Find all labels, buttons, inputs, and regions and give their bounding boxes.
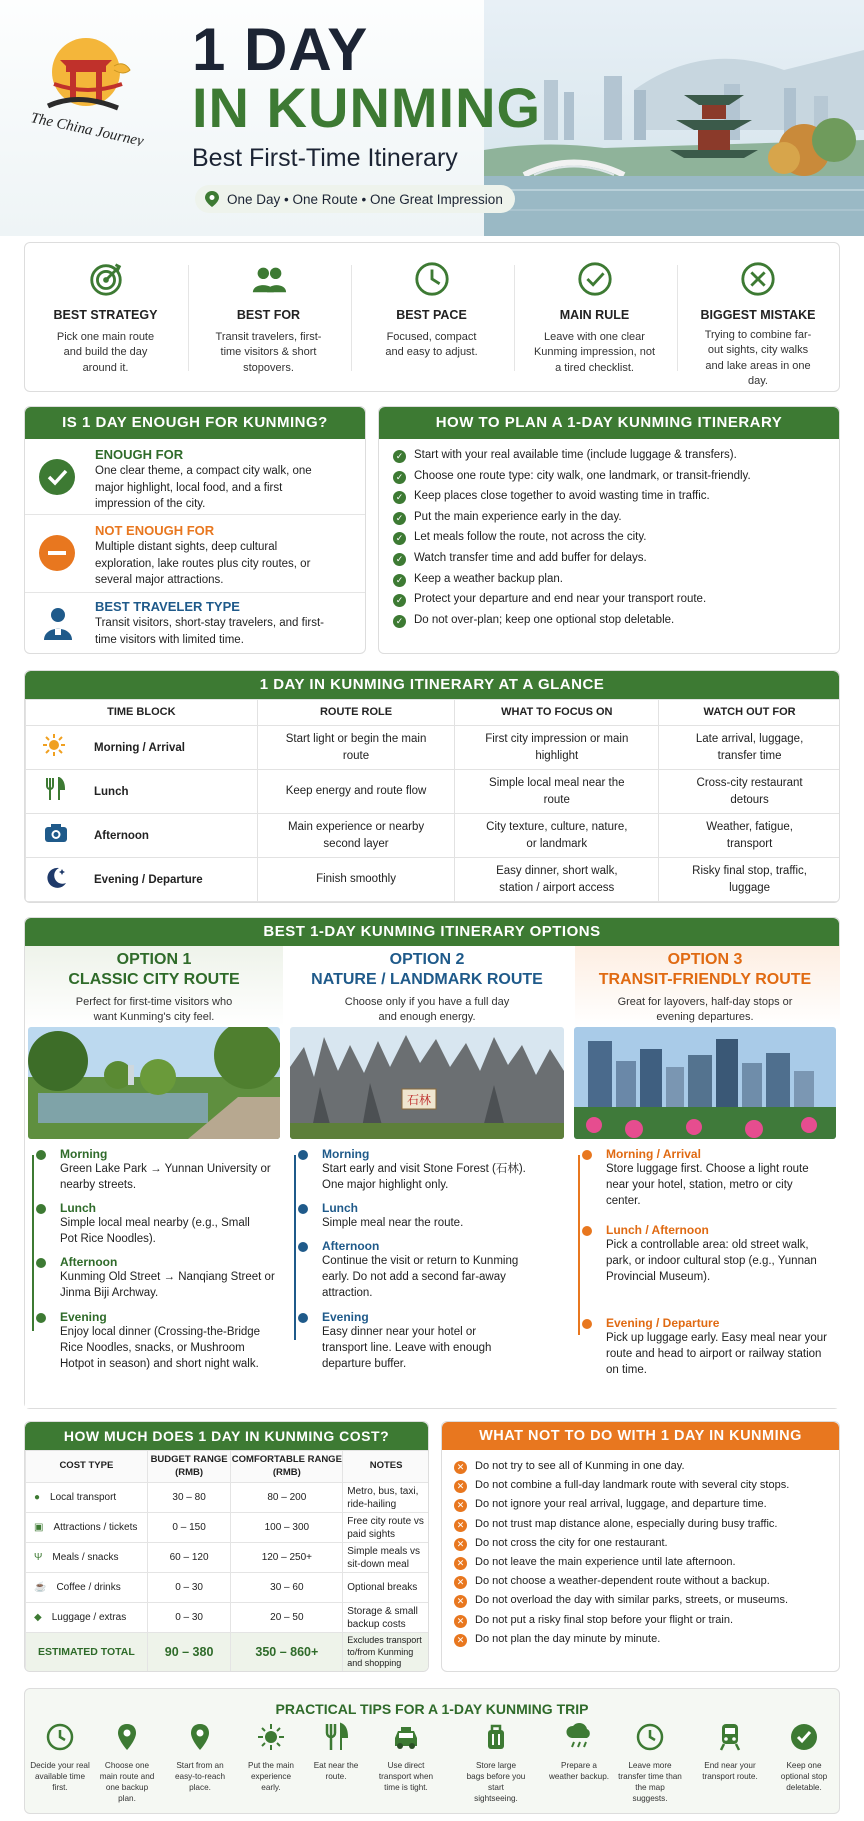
option-number: OPTION 3	[667, 951, 743, 968]
logo-text: The China Journey	[29, 110, 146, 146]
tip-item: End near your transport route.	[700, 1722, 760, 1782]
clock-icon	[45, 1722, 75, 1752]
table-row: ☕ Coffee / drinks 0 – 30 30 – 60 Optional breaks	[26, 1573, 430, 1603]
x-icon: ✕	[454, 1634, 467, 1647]
minus-circle-icon	[39, 535, 75, 571]
total-row: ESTIMATED TOTAL 90 – 380 350 – 860+ Excludes transport to/from Kunming and shopping	[26, 1633, 430, 1673]
plan-checklist	[393, 449, 829, 634]
col-header: COST TYPE	[26, 1451, 148, 1483]
plan-item: ✓ Do not over-plan; keep one optional stop deletable.	[393, 614, 829, 628]
check-icon: ✓	[393, 471, 406, 484]
option-desc: Choose only if you have a full day and enough energy.	[344, 996, 510, 1024]
cost-table	[25, 1450, 429, 1672]
hero-header	[0, 0, 864, 236]
section-title: BEST 1-DAY KUNMING ITINERARY OPTIONS	[25, 918, 839, 946]
strategy-best-for	[187, 242, 350, 392]
check-icon: ✓	[393, 574, 406, 587]
table-row: Ψ Meals / snacks 60 – 120 120 – 250+ Simple meals vs sit-down meal	[26, 1543, 430, 1573]
dont-item: ✕ Do not try to see all of Kunming in one day.	[454, 1460, 833, 1474]
option-name: NATURE / LANDMARK ROUTE	[311, 970, 543, 988]
section-title: PRACTICAL TIPS FOR A 1-DAY KUNMING TRIP	[275, 1701, 589, 1717]
x-icon: ✕	[454, 1557, 467, 1570]
col-header: WATCH OUT FOR	[659, 700, 840, 726]
transport-icon: ●	[34, 1492, 41, 1503]
logo-emblem-icon	[18, 26, 158, 146]
cost-card	[24, 1421, 429, 1672]
x-icon: ✕	[454, 1595, 467, 1608]
check-circle-icon	[789, 1722, 819, 1752]
check-icon: ✓	[393, 512, 406, 525]
enough-for-row	[25, 439, 365, 515]
what-not-to-do-card	[441, 1421, 840, 1672]
tip-item: Leave more transfer time than the map suggests.	[617, 1722, 683, 1804]
page-title-line2: IN KUNMING	[192, 76, 542, 139]
plan-item: ✓ Protect your departure and end near your transport route.	[393, 593, 829, 607]
option-timeline: Morning / Arrival Store luggage first. Choose a light route near your hotel, station, metro or city center. Lunch / Afternoon Pick a controllable area: old street walk, park, or indoor cultural stop (e.g., Yunnan Provincial Museum). Evening / Departure Pick up luggage early. Easy meal near your route and head to airport or railway station on time.	[580, 1147, 832, 1378]
people-icon	[250, 260, 288, 298]
strategy-text: Focused, compact and easy to adjust.	[385, 331, 478, 359]
plan-item: ✓ Watch transfer time and add buffer for delays.	[393, 552, 829, 566]
target-icon	[87, 260, 125, 298]
traveler-text: Transit visitors, short-stay travelers, and first-time visitors with limited time.	[95, 617, 324, 646]
x-circle-icon	[739, 260, 777, 298]
glance-table	[25, 699, 840, 902]
option-timeline: Morning Green Lake Park → Yunnan University or nearby streets. Lunch Simple local meal nearby (e.g., Small Pot Rice Noodles). Afternoon Kunming Old Street → Nanqiang Street or Jinma Biji Archway. Evening Enjoy local dinner (Crossing-the-Bridge Rice Noodles, snacks, or Mushroom Hotpot in season) and short night walk.	[34, 1147, 276, 1372]
check-icon: ✓	[393, 615, 406, 628]
not-enough-for-row	[25, 515, 365, 593]
option-desc: Great for layovers, half-day stops or evening departures.	[617, 996, 793, 1024]
brand-logo[interactable]	[18, 26, 158, 146]
dont-item: ✕ Do not ignore your real arrival, luggage, and departure time.	[454, 1498, 833, 1512]
table-row: Lunch Keep energy and route flow Simple local meal near the route Cross-city restaurant detours	[26, 770, 841, 814]
strategy-text: Leave with one clear Kunming impression, not a tired checklist.	[533, 331, 656, 374]
tip-item: Use direct transport when time is tight.	[372, 1722, 440, 1793]
how-to-plan-card	[378, 406, 840, 654]
section-title: HOW TO PLAN A 1-DAY KUNMING ITINERARY	[379, 407, 839, 439]
x-icon: ✕	[454, 1461, 467, 1474]
tagline-pill	[195, 185, 515, 213]
strategy-text: Trying to combine far-out sights, city walks and lake areas in one day.	[704, 329, 812, 388]
enough-text: One clear theme, a compact city walk, one major highlight, local food, and a first impression of the city.	[95, 465, 312, 511]
tip-item: Start from an easy-to-reach place.	[170, 1722, 230, 1793]
moon-icon	[44, 865, 68, 894]
col-header: COMFORTABLE RANGE (RMB)	[231, 1451, 343, 1483]
plan-item: ✓ Choose one route type: city walk, one landmark, or transit-friendly.	[393, 470, 829, 484]
col-header: TIME BLOCK	[26, 700, 258, 726]
itinerary-glance-card	[24, 670, 840, 903]
option-1-classic-city	[26, 945, 282, 1405]
col-header: NOTES	[343, 1451, 429, 1483]
strategy-title: BEST PACE	[396, 308, 467, 322]
location-pin-icon	[205, 191, 219, 207]
strategy-best-strategy	[24, 242, 187, 392]
table-row: Evening / Departure Finish smoothly Easy dinner, short walk, station / airport access Risky final stop, traffic, luggage	[26, 858, 841, 902]
check-icon: ✓	[393, 450, 406, 463]
tagline-text: One Day • One Route • One Great Impression	[227, 191, 503, 207]
x-icon: ✕	[454, 1499, 467, 1512]
not-enough-label: NOT ENOUGH FOR	[95, 523, 215, 538]
clock-icon	[413, 260, 451, 298]
option-timeline: Morning Start early and visit Stone Forest (石林). One major highlight only. Lunch Simple meal near the route. Afternoon Continue the visit or return to Kunming early. Do not add a second far-away attraction. Evening Easy dinner near your hotel or transport line. Leave with enough departure buffer.	[296, 1147, 560, 1372]
tip-item: Put the main experience early.	[241, 1722, 301, 1793]
stone-forest-sign: 石林	[406, 1093, 432, 1107]
tip-item: Store large bags before you start sightseeing.	[466, 1722, 526, 1804]
bag-icon: ◆	[34, 1612, 42, 1623]
table-row: Morning / Arrival Start light or begin the main route First city impression or main highlight Late arrival, luggage, transfer time	[26, 726, 841, 770]
strategy-biggest-mistake	[676, 242, 840, 392]
utensils-icon	[321, 1722, 351, 1752]
rain-icon	[564, 1722, 594, 1752]
strategy-title: MAIN RULE	[559, 308, 630, 322]
strategy-title: BEST FOR	[236, 308, 301, 322]
section-title: 1 DAY IN KUNMING ITINERARY AT A GLANCE	[25, 671, 839, 699]
col-header: BUDGET RANGE (RMB)	[147, 1451, 231, 1483]
option-desc: Perfect for first-time visitors who want Kunming's city feel.	[75, 996, 233, 1024]
section-title: HOW MUCH DOES 1 DAY IN KUNMING COST?	[25, 1422, 428, 1450]
dont-item: ✕ Do not put a risky final stop before your flight or train.	[454, 1614, 833, 1628]
plan-item: ✓ Keep a weather backup plan.	[393, 573, 829, 587]
check-icon: ✓	[393, 532, 406, 545]
x-icon: ✕	[454, 1615, 467, 1628]
plan-item: ✓ Start with your real available time (include luggage & transfers).	[393, 449, 829, 463]
plan-item: ✓ Keep places close together to avoid wasting time in traffic.	[393, 490, 829, 504]
enough-label: ENOUGH FOR	[95, 447, 184, 462]
luggage-icon	[481, 1722, 511, 1752]
strategy-title: BIGGEST MISTAKE	[700, 308, 816, 322]
ticket-icon: ▣	[34, 1522, 44, 1533]
city-skyline-image	[574, 1027, 836, 1139]
x-icon: ✕	[454, 1519, 467, 1532]
x-icon: ✕	[454, 1576, 467, 1589]
traveler-label: BEST TRAVELER TYPE	[95, 599, 240, 614]
dont-item: ✕ Do not combine a full-day landmark route with several city stops.	[454, 1479, 833, 1493]
table-row: ◆ Luggage / extras 0 – 30 20 – 50 Storage & small backup costs	[26, 1603, 430, 1633]
col-header: ROUTE ROLE	[257, 700, 455, 726]
dont-item: ✕ Do not overload the day with similar parks, streets, or museums.	[454, 1594, 833, 1608]
plan-item: ✓ Let meals follow the route, not across the city.	[393, 531, 829, 545]
green-lake-park-image	[28, 1027, 280, 1139]
check-circle-icon	[39, 459, 75, 495]
table-row: Afternoon Main experience or nearby second layer City texture, culture, nature, or landmark Weather, fatigue, transport	[26, 814, 841, 858]
check-icon: ✓	[393, 594, 406, 607]
taxi-icon	[391, 1722, 421, 1752]
dont-item: ✕ Do not trust map distance alone, especially during busy traffic.	[454, 1518, 833, 1532]
strategy-text: Pick one main route and build the day around it.	[56, 331, 155, 374]
tip-item: Decide your real available time first.	[30, 1722, 90, 1793]
check-circle-icon	[576, 260, 614, 298]
x-icon: ✕	[454, 1480, 467, 1493]
coffee-icon: ☕	[34, 1582, 47, 1593]
option-name: TRANSIT-FRIENDLY ROUTE	[598, 970, 812, 988]
strategy-best-pace	[350, 242, 513, 392]
utensils-icon	[44, 777, 68, 806]
section-title: IS 1 DAY ENOUGH FOR KUNMING?	[25, 407, 365, 439]
is-one-day-enough-card	[24, 406, 366, 654]
table-row: ▣ Attractions / tickets 0 – 150 100 – 300 Free city route vs paid sights	[26, 1513, 430, 1543]
dont-item: ✕ Do not choose a weather-dependent route without a backup.	[454, 1575, 833, 1589]
utensils-icon: Ψ	[34, 1552, 43, 1563]
section-title: WHAT NOT TO DO WITH 1 DAY IN KUNMING	[442, 1422, 839, 1450]
strategy-main-rule	[513, 242, 676, 392]
pin-icon	[112, 1722, 142, 1752]
tip-item: Prepare a weather backup.	[548, 1722, 610, 1782]
pin-icon	[185, 1722, 215, 1752]
option-number: OPTION 2	[389, 951, 465, 968]
dont-list	[454, 1460, 833, 1652]
table-row: ● Local transport 30 – 80 80 – 200 Metro, bus, taxi, ride-hailing	[26, 1483, 430, 1513]
best-traveler-row	[25, 593, 365, 655]
strategy-title: BEST STRATEGY	[53, 308, 158, 322]
sun-icon	[42, 733, 68, 762]
camera-icon	[44, 823, 68, 848]
tip-item: Keep one optional stop deletable.	[774, 1722, 834, 1793]
check-icon: ✓	[393, 553, 406, 566]
stone-forest-image	[290, 1027, 564, 1139]
dont-item: ✕ Do not leave the main experience until late afternoon.	[454, 1556, 833, 1570]
traveler-icon	[43, 607, 73, 641]
check-icon: ✓	[393, 491, 406, 504]
plan-item: ✓ Put the main experience early in the day.	[393, 511, 829, 525]
dont-item: ✕ Do not cross the city for one restaurant.	[454, 1537, 833, 1551]
tip-item: Choose one main route and one backup plan.	[97, 1722, 157, 1804]
strategy-text: Transit travelers, first-time visitors & short stopovers.	[215, 331, 322, 374]
not-enough-text: Multiple distant sights, deep cultural exploration, lake routes plus city routes, or several major attractions.	[95, 541, 311, 587]
page-title-line1: 1 DAY	[192, 16, 369, 83]
tip-item: Eat near the route.	[306, 1722, 366, 1782]
option-name: CLASSIC CITY ROUTE	[68, 970, 240, 988]
sun-icon	[256, 1722, 286, 1752]
option-2-nature-landmark	[288, 945, 566, 1405]
option-3-transit-friendly	[572, 945, 838, 1405]
page-subtitle: Best First-Time Itinerary	[192, 144, 458, 172]
option-number: OPTION 1	[116, 951, 192, 968]
x-icon: ✕	[454, 1538, 467, 1551]
clock-icon	[635, 1722, 665, 1752]
col-header: WHAT TO FOCUS ON	[455, 700, 659, 726]
dont-item: ✕ Do not plan the day minute by minute.	[454, 1633, 833, 1647]
train-icon	[715, 1722, 745, 1752]
